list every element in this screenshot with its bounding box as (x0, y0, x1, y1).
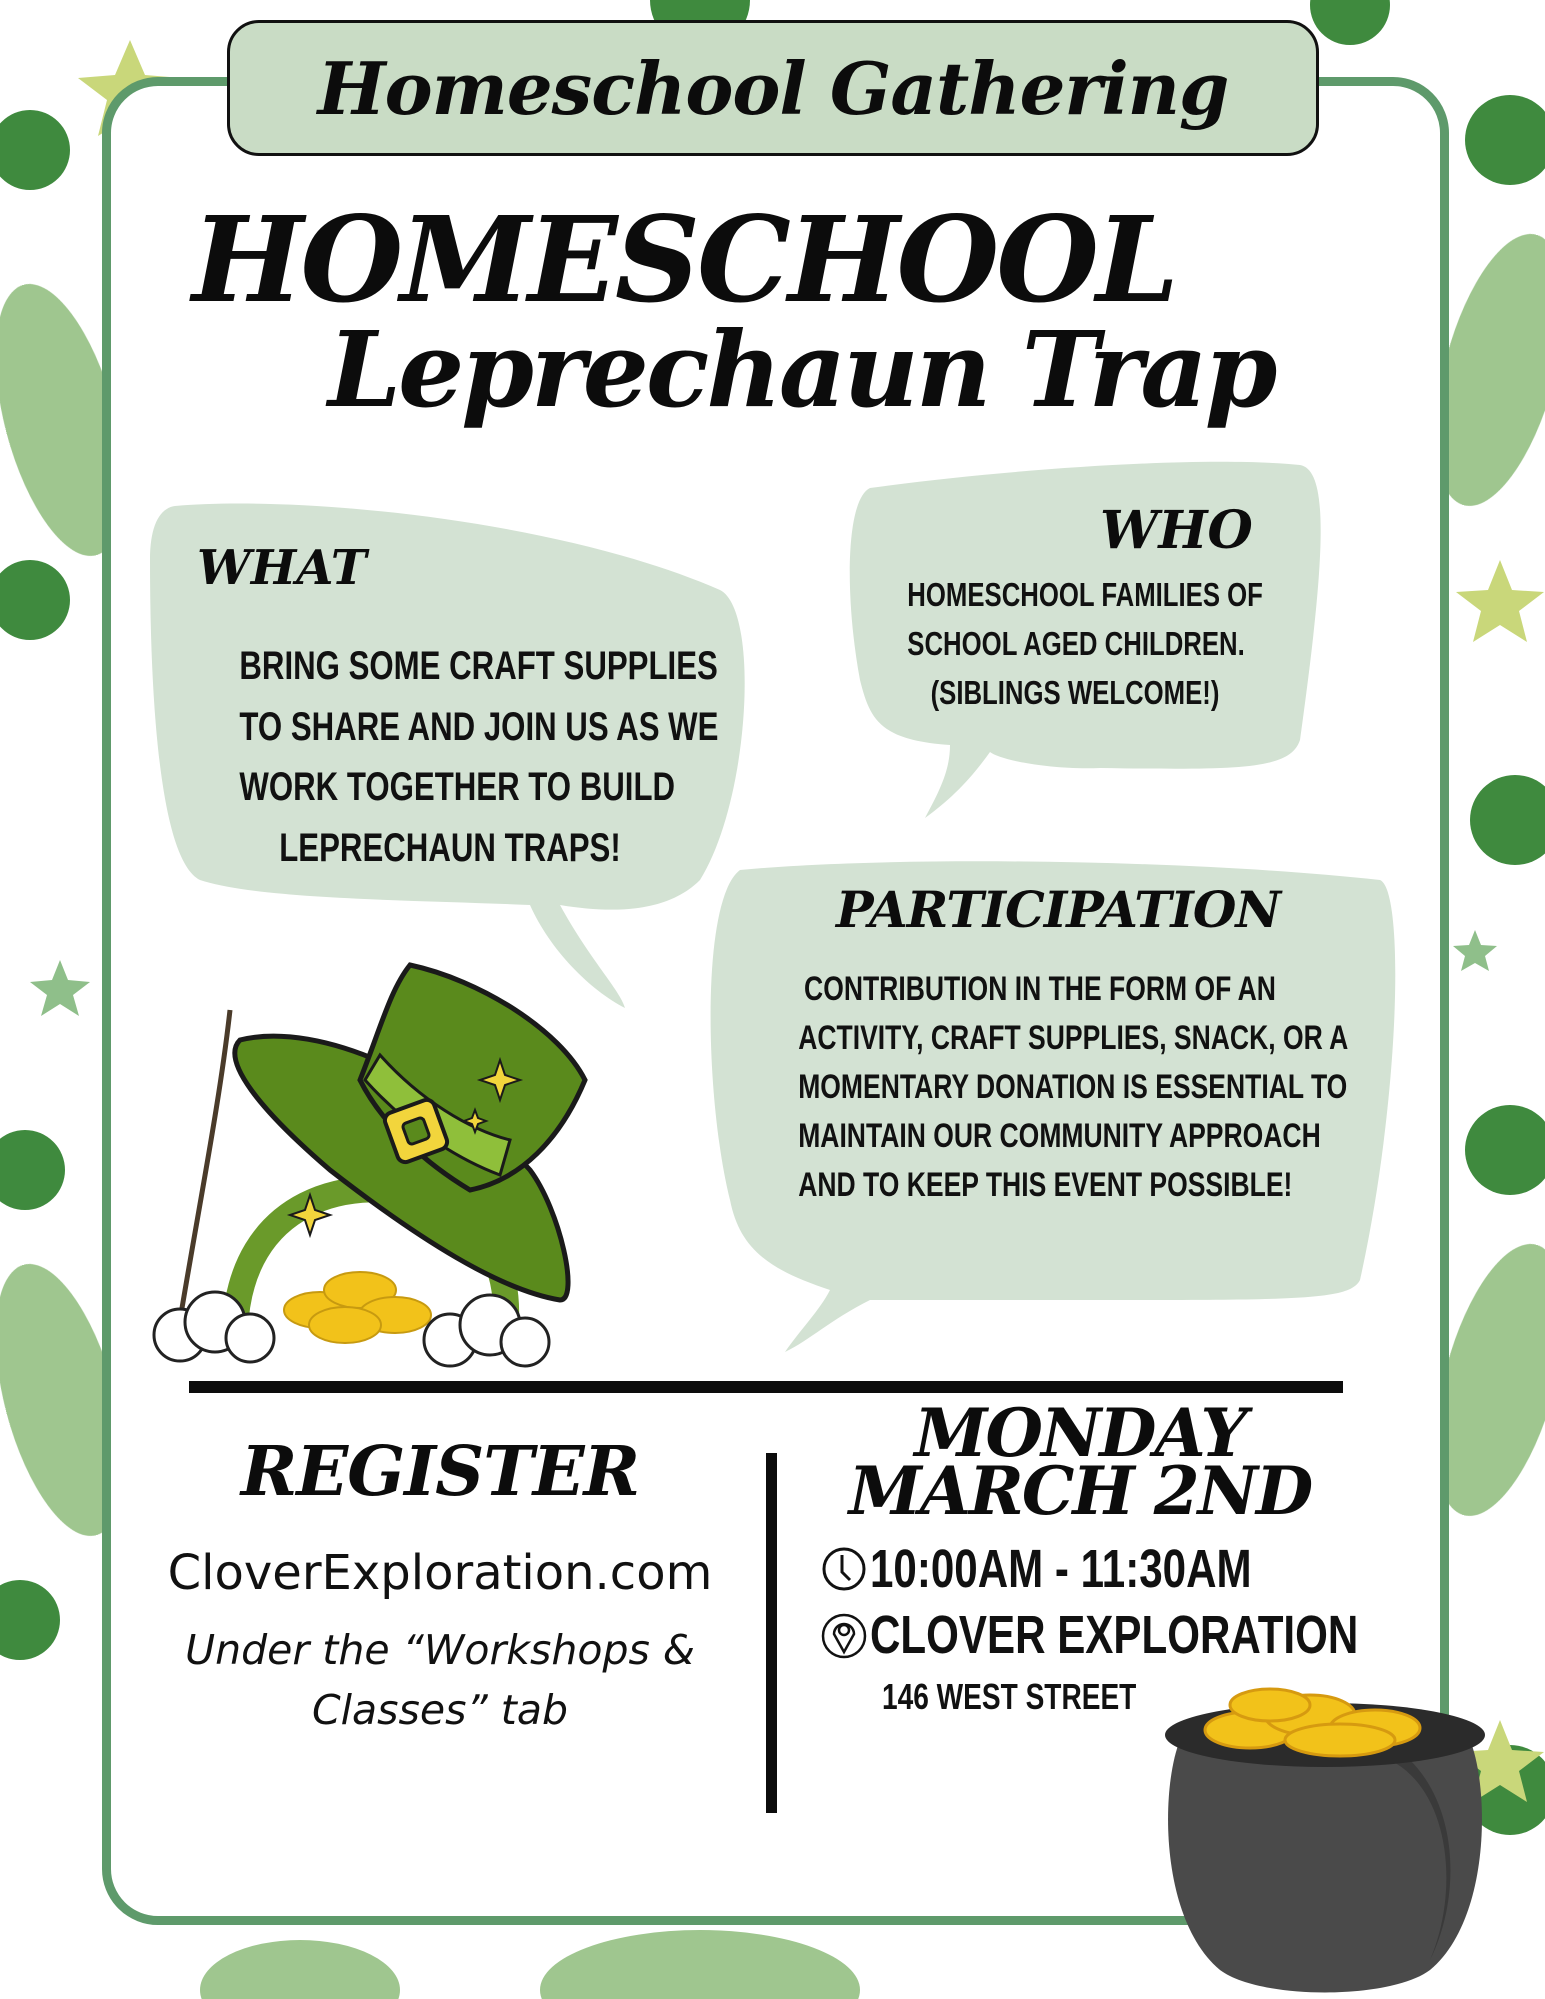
header-tab-title: Homeschool Gathering (317, 45, 1229, 131)
event-time-text: 10:00AM - 11:30AM (870, 1539, 1252, 1599)
register-note-line-1: Under the “Workshops & (185, 1626, 695, 1674)
register-heading: REGISTER (240, 1432, 640, 1512)
map-pin-icon (820, 1612, 868, 1660)
who-line: HOMESCHOOL FAMILIES OF (907, 576, 1263, 613)
who-line: SCHOOL AGED CHILDREN. (907, 625, 1245, 662)
section-divider (189, 1381, 1343, 1393)
participation-heading: PARTICIPATION (836, 880, 1281, 939)
event-date-text: MARCH 2ND (848, 1452, 1312, 1530)
column-divider (766, 1453, 777, 1813)
what-line: TO SHARE AND JOIN US AS WE (239, 704, 719, 749)
clock-icon (820, 1545, 868, 1593)
what-line: WORK TOGETHER TO BUILD (239, 765, 676, 809)
pot-of-gold-icon (1160, 1670, 1490, 1999)
participation-line: MAINTAIN OUR COMMUNITY APPROACH (798, 1117, 1321, 1155)
participation-line: MOMENTARY DONATION IS ESSENTIAL TO (798, 1068, 1348, 1106)
who-line: (SIBLINGS WELCOME!) (930, 674, 1220, 711)
event-location (870, 1604, 1496, 1666)
title-line-1: HOMESCHOOL (192, 190, 1177, 329)
what-line: LEPRECHAUN TRAPS! (279, 825, 621, 870)
event-day: MONDAY (914, 1394, 1246, 1472)
register-note (130, 1620, 750, 1740)
event-location-text: CLOVER EXPLORATION (870, 1605, 1359, 1665)
participation-line: AND TO KEEP THIS EVENT POSSIBLE! (798, 1166, 1293, 1204)
participation-line: ACTIVITY, CRAFT SUPPLIES, SNACK, OR A (798, 1019, 1349, 1057)
who-heading: WHO (1100, 500, 1253, 561)
what-heading: WHAT (197, 540, 367, 596)
event-time (870, 1538, 1359, 1600)
what-line: BRING SOME CRAFT SUPPLIES (239, 644, 718, 688)
title-line-2: Leprechaun Trap (328, 308, 1275, 431)
register-note-line-2: Classes” tab (312, 1686, 568, 1734)
event-date (780, 1394, 1380, 1530)
register-website-link[interactable]: CloverExploration.com (167, 1545, 713, 1601)
event-address-text: 146 WEST STREET (882, 1676, 1137, 1717)
participation-line: CONTRIBUTION IN THE FORM OF AN (804, 970, 1276, 1008)
